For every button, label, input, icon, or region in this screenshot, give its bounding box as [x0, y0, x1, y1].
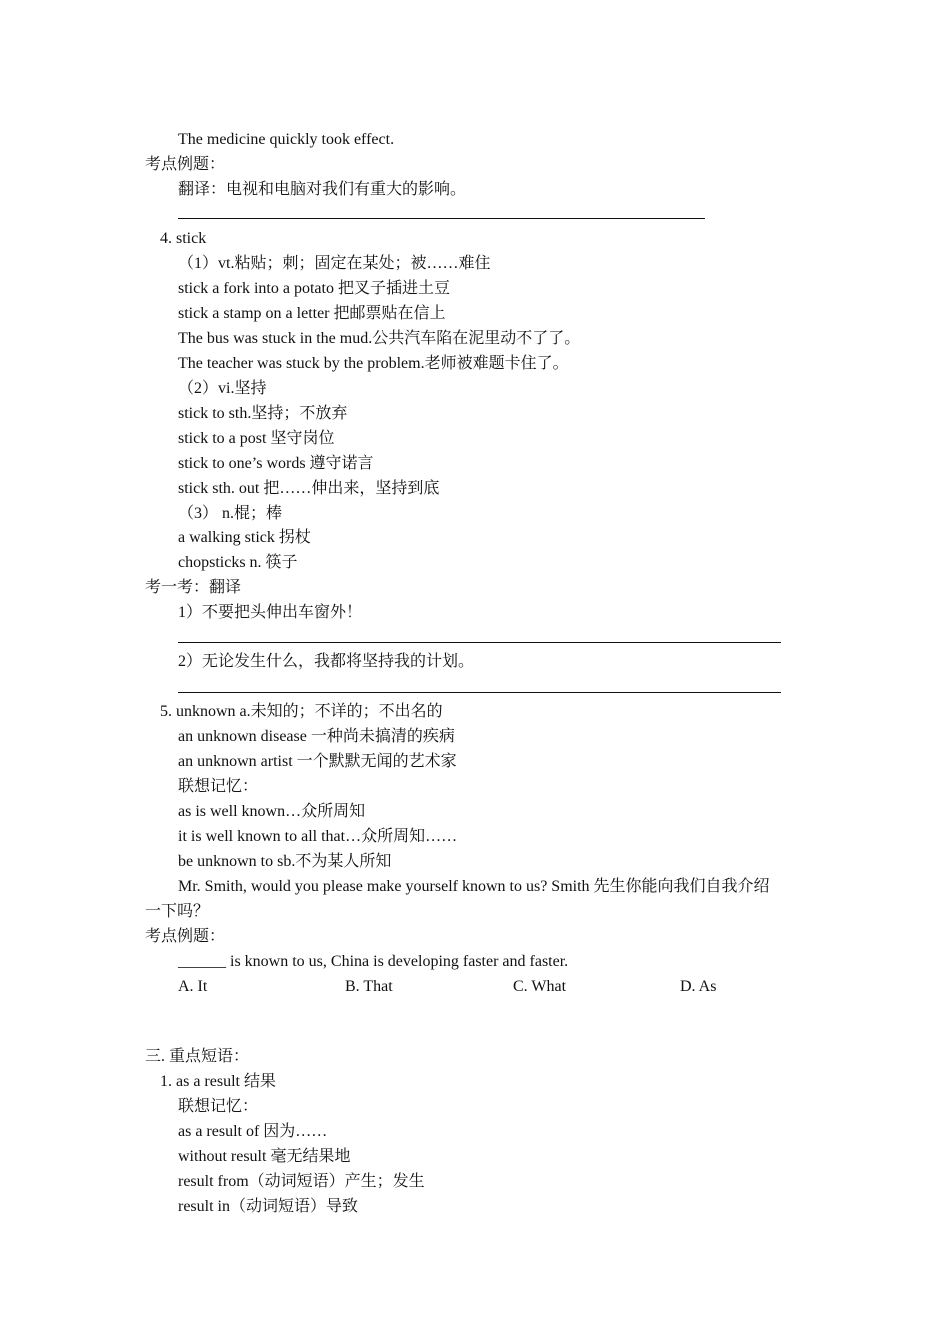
- phrase-example: result in（动词短语）导致: [178, 1198, 358, 1215]
- unknown-example: an unknown disease 一种尚未搞清的疾病: [178, 728, 455, 745]
- quiz-label: 考一考：翻译: [145, 579, 242, 596]
- stick-example: The bus was stuck in the mud.公共汽车陷在泥里动不了了。: [178, 330, 581, 347]
- option-d: D. As: [680, 978, 717, 995]
- stick-example: stick a stamp on a letter 把邮票贴在信上: [178, 305, 446, 322]
- phrase-heading: 1. as a result 结果: [160, 1073, 276, 1090]
- stick-example: stick to sth.坚持；不放弃: [178, 405, 348, 422]
- phrase-example: result from（动词短语）产生；发生: [178, 1173, 425, 1190]
- exam-label: 考点例题：: [145, 156, 226, 173]
- unknown-example: an unknown artist 一个默默无闻的艺术家: [178, 753, 457, 770]
- stick-example: stick to a post 坚守岗位: [178, 430, 335, 447]
- section-title: 三. 重点短语：: [145, 1048, 250, 1065]
- phrase-example: without result 毫无结果地: [178, 1148, 351, 1165]
- unknown-example: it is well known to all that…众所周知……: [178, 828, 458, 845]
- stick-example: stick sth. out 把……伸出来，坚持到底: [178, 480, 440, 497]
- association-label: 联想记忆：: [178, 1098, 259, 1115]
- stick-example: a walking stick 拐杖: [178, 529, 311, 546]
- exam-label: 考点例题：: [145, 928, 226, 945]
- stick-sense-3: （3） n.棍；棒: [178, 505, 283, 522]
- phrase-example: as a result of 因为……: [178, 1123, 328, 1140]
- stick-sense-2: （2）vi.坚持: [178, 380, 267, 397]
- stick-example: chopsticks n. 筷子: [178, 554, 298, 571]
- option-b: B. That: [345, 978, 393, 995]
- option-c: C. What: [513, 978, 567, 995]
- option-a: A. It: [178, 978, 208, 995]
- stick-sense-1: （1）vt.粘贴；刺；固定在某处；被……难住: [178, 255, 491, 272]
- unknown-example: Mr. Smith, would you please make yourself known to us? Smith 先生你能向我们自我介绍: [178, 878, 770, 895]
- stick-example: stick to one’s words 遵守诺言: [178, 455, 374, 472]
- answer-line: [178, 218, 705, 219]
- exam-question: ______ is known to us, China is developing faster and faster.: [178, 953, 569, 970]
- unknown-example: be unknown to sb.不为某人所知: [178, 853, 392, 870]
- quiz-question-1: 1）不要把头伸出车窗外！: [178, 604, 363, 621]
- stick-example: The teacher was stuck by the problem.老师被难题卡住了。: [178, 355, 569, 372]
- unknown-example: as is well known…众所周知: [178, 803, 366, 820]
- association-label: 联想记忆：: [178, 778, 259, 795]
- answer-line: [178, 692, 781, 693]
- stick-example: stick a fork into a potato 把叉子插进土豆: [178, 280, 450, 297]
- answer-line: [178, 642, 781, 643]
- stick-heading: 4. stick: [160, 230, 207, 247]
- quiz-question-2: 2）无论发生什么，我都将坚持我的计划。: [178, 653, 475, 670]
- effect-example: The medicine quickly took effect.: [178, 131, 395, 148]
- unknown-example-continued: 一下吗？: [145, 903, 210, 920]
- unknown-heading: 5. unknown a.未知的；不详的；不出名的: [160, 703, 443, 720]
- translate-prompt: 翻译：电视和电脑对我们有重大的影响。: [178, 181, 467, 198]
